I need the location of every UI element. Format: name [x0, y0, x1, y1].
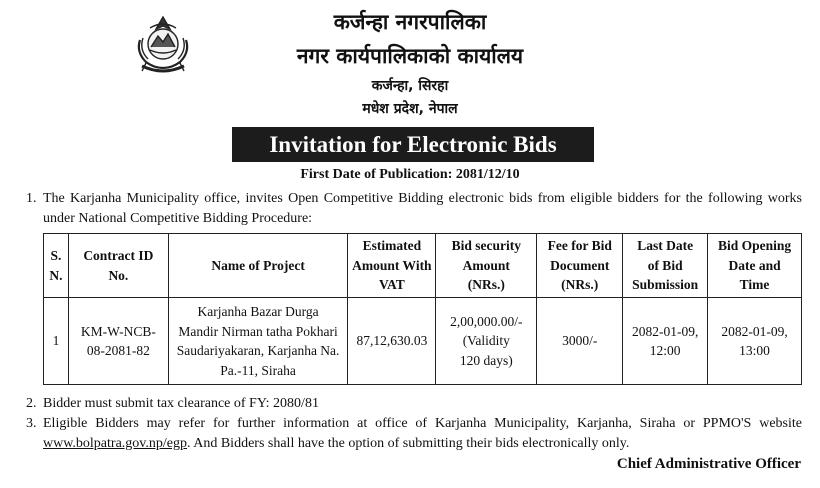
- publication-date: First Date of Publication: 2081/12/10: [300, 167, 520, 182]
- header-contract-id: Contract ID No.: [68, 234, 168, 298]
- item-2-text: Bidder must submit tax clearance of FY: 2080/81: [43, 396, 319, 411]
- office-name: नगर कार्यपालिकाको कार्यालय: [296, 44, 524, 68]
- location: कर्जन्हा, सिरहा: [371, 78, 449, 94]
- header-last-date: Last Date of Bid Submission: [623, 234, 708, 298]
- item-number: 3.: [26, 416, 37, 431]
- header-opening: Bid Opening Date and Time: [708, 234, 802, 298]
- org-name: कर्जन्हा नगरपालिका: [333, 10, 487, 34]
- header-estimate: Estimated Amount With VAT: [348, 234, 436, 298]
- header-security: Bid security Amount (NRs.): [436, 234, 537, 298]
- item-3-line-2: [43, 434, 629, 454]
- table-header-row: [44, 234, 802, 298]
- cell-estimate: 87,12,630.03: [348, 298, 436, 385]
- header-project: Name of Project: [168, 234, 348, 298]
- bids-table: [43, 233, 802, 385]
- signoff: Chief Administrative Officer: [616, 456, 801, 472]
- item-3-line-1: Eligible Bidders may refer for further information at office of Karjanha Municipality, Karjanha, Siraha or PPMO'S website: [43, 416, 802, 431]
- notice-title: Invitation for Electronic Bids: [232, 127, 594, 162]
- ppmo-website-link[interactable]: www.bolpatra.gov.np/egp: [43, 436, 187, 451]
- province: मधेश प्रदेश, नेपाल: [362, 101, 458, 117]
- item-number: 1.: [26, 191, 37, 206]
- item-1-line-1: The Karjanha Municipality office, invites Open Competitive Bidding electronic bids from eligible bidders for the following works: [43, 191, 802, 206]
- cell-security: 2,00,000.00/- (Validity 120 days): [436, 298, 537, 385]
- table-row: [44, 298, 802, 385]
- cell-contract-id: KM-W-NCB- 08-2081-82: [68, 298, 168, 385]
- item-1-line-2: under National Competitive Bidding Procedure:: [43, 211, 313, 226]
- cell-last-date: 2082-01-09, 12:00: [623, 298, 708, 385]
- header-fee: Fee for Bid Document (NRs.): [537, 234, 623, 298]
- cell-opening: 2082-01-09, 13:00: [708, 298, 802, 385]
- item-3-line-2-rest: . And Bidders shall have the option of submitting their bids electronically only.: [187, 436, 630, 451]
- item-number: 2.: [26, 396, 37, 411]
- header-sn: S. N.: [44, 234, 69, 298]
- cell-fee: 3000/-: [537, 298, 623, 385]
- cell-sn: 1: [44, 298, 69, 385]
- cell-project: Karjanha Bazar Durga Mandir Nirman tatha Pokhari Saudariyakaran, Karjanha Na. Pa.-11, Siraha: [168, 298, 348, 385]
